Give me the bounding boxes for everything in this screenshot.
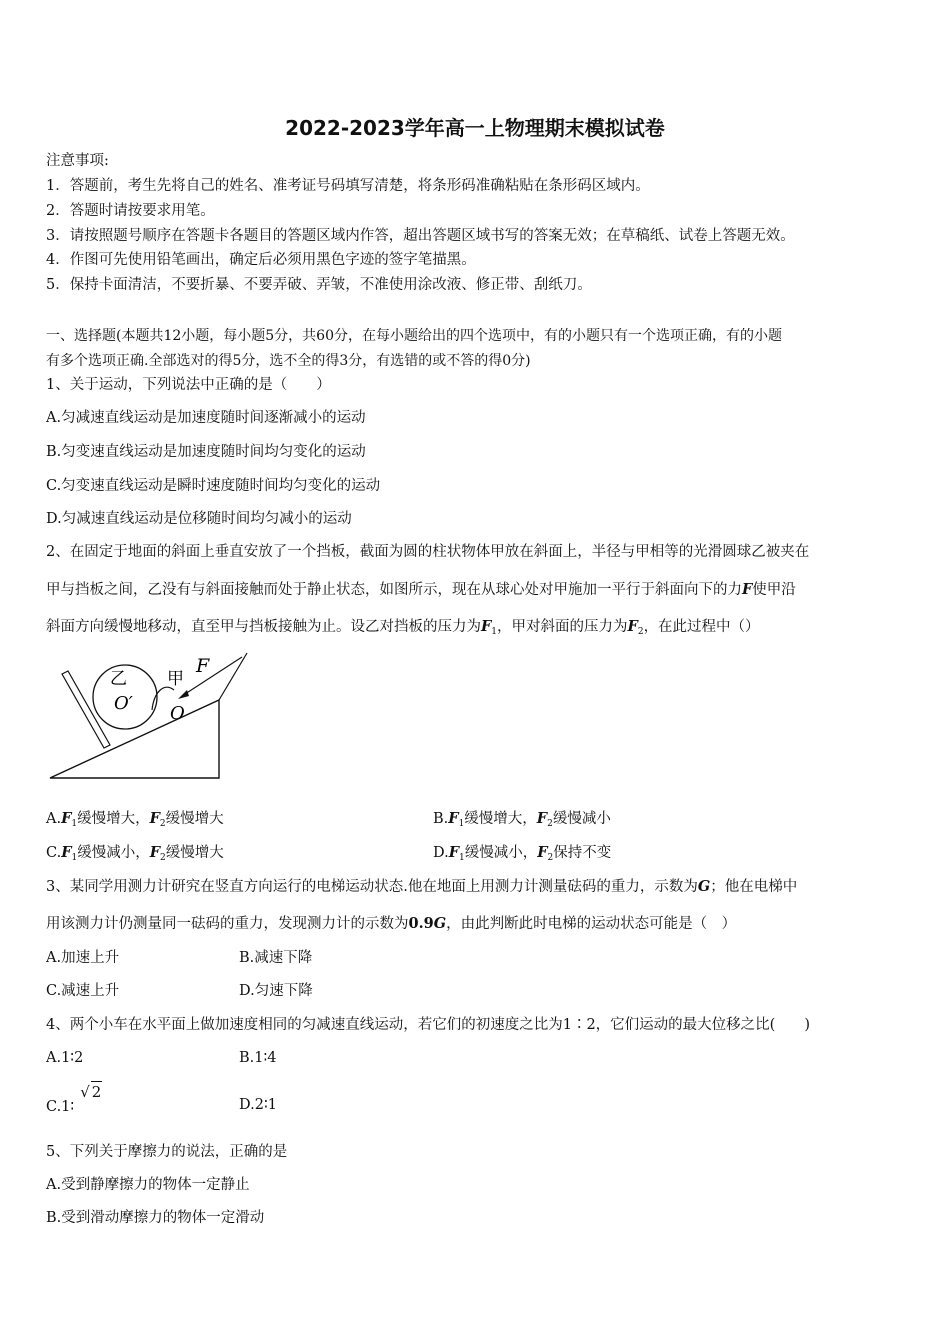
q4-option-a: A.1∶2 bbox=[46, 1050, 84, 1066]
label-o: O bbox=[170, 703, 185, 724]
q4-option-c: C.1∶√ 2 bbox=[46, 1083, 102, 1115]
q1-option-a: A.匀减速直线运动是加速度随时间逐渐减小的运动 bbox=[46, 410, 366, 426]
notice-item: 2．答题时请按要求用笔。 bbox=[46, 203, 215, 219]
notice-item: 4．作图可先使用铅笔画出，确定后必须用黑色字迹的签字笔描黑。 bbox=[46, 252, 476, 268]
notice-item: 1．答题前，考生先将自己的姓名、准考证号码填写清楚，将条形码准确粘贴在条形码区域内。 bbox=[46, 178, 650, 194]
q2-option-a: $A.F_1$缓慢增大，$F_2$缓慢增大 bbox=[46, 810, 224, 829]
q3-stem-2: 用该测力计仍测量同一砝码的重力，发现测力计的示数为0.9G，由此判断此时电梯的运动状态可能是（ ） bbox=[46, 915, 737, 932]
q1-option-c: C.匀变速直线运动是瞬时速度随时间均匀变化的运动 bbox=[46, 478, 381, 494]
q3-option-b: B.减速下降 bbox=[239, 950, 313, 966]
sqrt-symbol: √ 2 bbox=[80, 1083, 102, 1101]
q1-stem: 1、关于运动，下列说法中正确的是（ ） bbox=[46, 377, 331, 393]
notice-item: 5．保持卡面清洁，不要折暴、不要弄破、弄皱，不准使用涂改液、修正带、刮纸刀。 bbox=[46, 277, 592, 293]
page-title: 2022-2023学年高一上物理期末模拟试卷 bbox=[285, 116, 665, 140]
q2-stem-1: 2、在固定于地面的斜面上垂直安放了一个挡板，截面为圆的柱状物体甲放在斜面上，半径与甲相等的光滑圆球乙被夹在 bbox=[46, 544, 810, 560]
section-heading-cont: 有多个选项正确.全部选对的得5分，选不全的得3分，有选错的或不答的得0分) bbox=[46, 353, 531, 369]
label-o-prime: O′ bbox=[114, 693, 133, 714]
label-force-f: F bbox=[196, 655, 210, 677]
q5-option-b: B.受到滑动摩擦力的物体一定滑动 bbox=[46, 1210, 265, 1226]
incline-figure bbox=[44, 650, 254, 785]
q1-option-b: B.匀变速直线运动是加速度随时间均匀变化的运动 bbox=[46, 444, 366, 460]
q3-option-c: C.减速上升 bbox=[46, 983, 120, 999]
section-heading: 一、选择题(本题共12小题，每小题5分，共60分，在每小题给出的四个选项中，有的小题只有一个选项正确，有的小题 bbox=[46, 328, 782, 344]
q2-stem-2: 甲与挡板之间，乙没有与斜面接触而处于静止状态，如图所示，现在从球心处对甲施加一平行于斜面向下的力F使甲沿 bbox=[46, 581, 796, 598]
label-yi: 乙 bbox=[110, 669, 127, 689]
q2-stem-3: 斜面方向缓慢地移动，直至甲与挡板接触为止。设乙对挡板的压力为$F_1$，甲对斜面的压力为$F_2$，在此过程中（） bbox=[46, 618, 760, 637]
q3-option-d: D.匀速下降 bbox=[239, 983, 313, 999]
q2-option-d: $D.F_1$缓慢减小，$F_2$保持不变 bbox=[433, 844, 612, 863]
q3-stem-1: 3、某同学用测力计研究在竖直方向运行的电梯运动状态.他在地面上用测力计测量砝码的重力，示数为G；他在电梯中 bbox=[46, 878, 798, 895]
q5-option-a: A.受到静摩擦力的物体一定静止 bbox=[46, 1177, 250, 1193]
q4-option-d: D.2∶1 bbox=[239, 1097, 277, 1113]
notice-heading: 注意事项: bbox=[46, 153, 109, 169]
q2-option-c: $C.F_1$缓慢减小，$F_2$缓慢增大 bbox=[46, 844, 224, 863]
q4-stem: 4、两个小车在水平面上做加速度相同的匀减速直线运动，若它们的初速度之比为1∶2，它们运动的最大位移之比( ) bbox=[46, 1017, 810, 1033]
label-jia: 甲 bbox=[167, 669, 184, 689]
q4-option-b: B.1∶4 bbox=[239, 1050, 277, 1066]
q3-option-a: A.加速上升 bbox=[46, 950, 120, 966]
q2-option-b: $B.F_1$缓慢增大，$F_2$缓慢减小 bbox=[433, 810, 611, 829]
q5-stem: 5、下列关于摩擦力的说法，正确的是 bbox=[46, 1144, 288, 1160]
notice-item: 3．请按照题号顺序在答题卡各题目的答题区域内作答，超出答题区域书写的答案无效；在草稿纸、试卷上答题无效。 bbox=[46, 228, 795, 244]
q1-option-d: D.匀减速直线运动是位移随时间均匀减小的运动 bbox=[46, 511, 352, 527]
